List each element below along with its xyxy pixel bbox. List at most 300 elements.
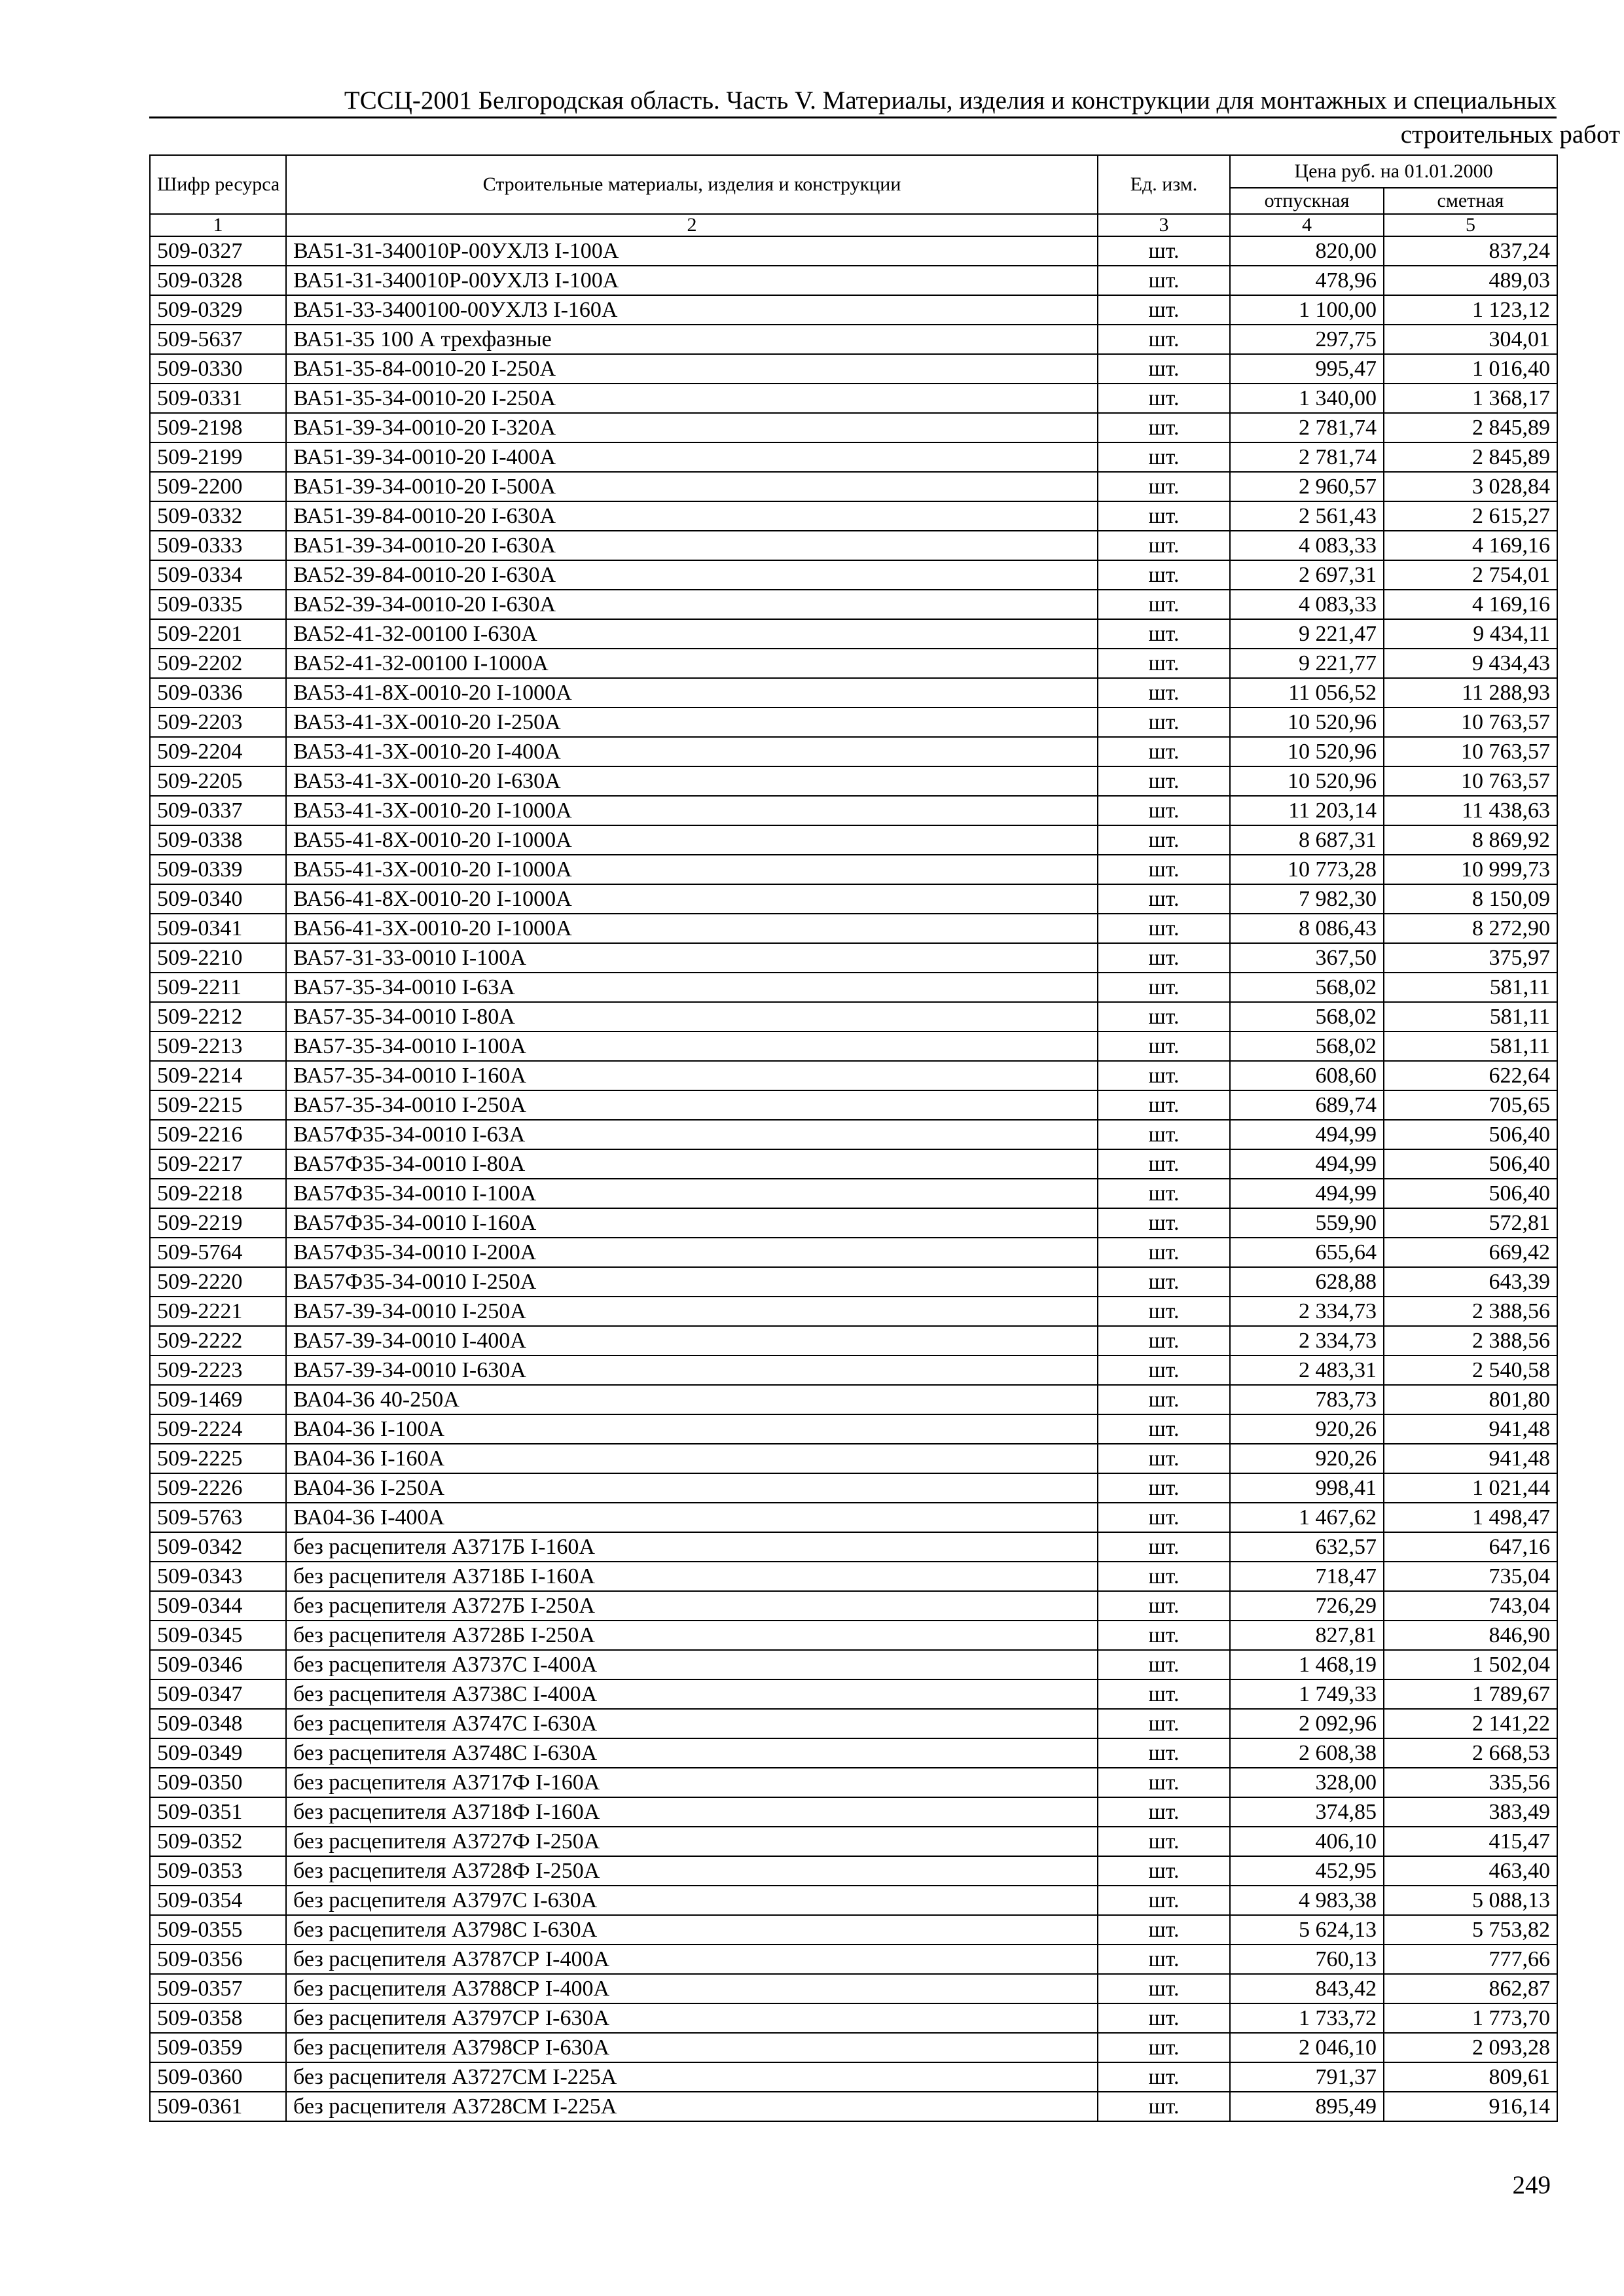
resource-code: 509-0337 <box>150 796 286 825</box>
table-row <box>150 1856 1557 1886</box>
resource-code: 509-0353 <box>150 1856 286 1886</box>
unit-of-measure: шт. <box>1098 295 1230 325</box>
estimate-price: 11 288,93 <box>1384 678 1557 708</box>
estimate-price: 2 754,01 <box>1384 560 1557 590</box>
resource-code: 509-0349 <box>150 1738 286 1768</box>
table-row <box>150 1444 1557 1473</box>
unit-of-measure: шт. <box>1098 2003 1230 2033</box>
release-price: 494,99 <box>1230 1149 1384 1179</box>
estimate-price: 941,48 <box>1384 1444 1557 1473</box>
material-name: без расцепителя А3718Б I-160А <box>286 1562 1098 1591</box>
table-row <box>150 1709 1557 1738</box>
unit-of-measure: шт. <box>1098 1503 1230 1532</box>
estimate-price: 489,03 <box>1384 266 1557 295</box>
resource-code: 509-0327 <box>150 236 286 266</box>
unit-of-measure: шт. <box>1098 1208 1230 1238</box>
estimate-price: 2 141,22 <box>1384 1709 1557 1738</box>
material-name: ВА04-36 I-250А <box>286 1473 1098 1503</box>
material-name: без расцепителя А3798СР I-630А <box>286 2033 1098 2062</box>
table-row <box>150 1061 1557 1090</box>
resource-code: 509-0329 <box>150 295 286 325</box>
table-row <box>150 2062 1557 2092</box>
release-price: 8 086,43 <box>1230 914 1384 943</box>
release-price: 9 221,77 <box>1230 649 1384 678</box>
release-price: 2 960,57 <box>1230 472 1384 501</box>
unit-of-measure: шт. <box>1098 2092 1230 2121</box>
table-row <box>150 708 1557 737</box>
resource-code: 509-0340 <box>150 884 286 914</box>
unit-of-measure: шт. <box>1098 1473 1230 1503</box>
estimate-price: 9 434,11 <box>1384 619 1557 649</box>
unit-of-measure: шт. <box>1098 1591 1230 1621</box>
estimate-price: 335,56 <box>1384 1768 1557 1797</box>
release-price: 297,75 <box>1230 325 1384 354</box>
estimate-price: 846,90 <box>1384 1621 1557 1650</box>
material-name: без расцепителя А3727СМ I-225А <box>286 2062 1098 2092</box>
release-price: 11 056,52 <box>1230 678 1384 708</box>
resource-code: 509-0332 <box>150 501 286 531</box>
estimate-price: 5 088,13 <box>1384 1886 1557 1915</box>
resource-code: 509-2224 <box>150 1414 286 1444</box>
release-price: 689,74 <box>1230 1090 1384 1120</box>
release-price: 920,26 <box>1230 1444 1384 1473</box>
unit-of-measure: шт. <box>1098 1974 1230 2003</box>
estimate-price: 669,42 <box>1384 1238 1557 1267</box>
unit-of-measure: шт. <box>1098 325 1230 354</box>
resource-code: 509-0345 <box>150 1621 286 1650</box>
estimate-price: 735,04 <box>1384 1562 1557 1591</box>
resource-code: 509-2226 <box>150 1473 286 1503</box>
table-row <box>150 2003 1557 2033</box>
material-name: без расцепителя А3738С I-400А <box>286 1679 1098 1709</box>
resource-code: 509-0358 <box>150 2003 286 2033</box>
resource-code: 509-2198 <box>150 413 286 442</box>
table-header <box>150 155 1557 236</box>
table-row <box>150 531 1557 560</box>
resource-code: 509-2201 <box>150 619 286 649</box>
table-row <box>150 1267 1557 1297</box>
estimate-price: 862,87 <box>1384 1974 1557 2003</box>
release-price: 2 781,74 <box>1230 442 1384 472</box>
unit-of-measure: шт. <box>1098 1267 1230 1297</box>
table-row <box>150 1297 1557 1326</box>
resource-code: 509-0356 <box>150 1945 286 1974</box>
material-name: без расцепителя А3728СМ I-225А <box>286 2092 1098 2121</box>
estimate-price: 2 388,56 <box>1384 1326 1557 1355</box>
estimate-price: 463,40 <box>1384 1856 1557 1886</box>
resource-code: 509-2211 <box>150 973 286 1002</box>
material-name: ВА57Ф35-34-0010 I-160А <box>286 1208 1098 1238</box>
release-price: 1 468,19 <box>1230 1650 1384 1679</box>
estimate-price: 415,47 <box>1384 1827 1557 1856</box>
release-price: 632,57 <box>1230 1532 1384 1562</box>
table-row <box>150 914 1557 943</box>
estimate-price: 8 869,92 <box>1384 825 1557 855</box>
release-price: 5 624,13 <box>1230 1915 1384 1945</box>
unit-of-measure: шт. <box>1098 678 1230 708</box>
table-row <box>150 2092 1557 2121</box>
header-price-release: отпускная <box>1230 188 1384 214</box>
material-name: ВА57Ф35-34-0010 I-100А <box>286 1179 1098 1208</box>
header-code: Шифр ресурса <box>150 155 286 214</box>
table-row <box>150 737 1557 766</box>
material-name: без расцепителя А3797С I-630А <box>286 1886 1098 1915</box>
release-price: 2 697,31 <box>1230 560 1384 590</box>
header-price-estimate: сметная <box>1384 188 1557 214</box>
release-price: 494,99 <box>1230 1179 1384 1208</box>
estimate-price: 916,14 <box>1384 2092 1557 2121</box>
resource-code: 509-0347 <box>150 1679 286 1709</box>
table-row <box>150 973 1557 1002</box>
resource-code: 509-2200 <box>150 472 286 501</box>
table-row <box>150 560 1557 590</box>
unit-of-measure: шт. <box>1098 1149 1230 1179</box>
release-price: 9 221,47 <box>1230 619 1384 649</box>
release-price: 478,96 <box>1230 266 1384 295</box>
column-number-row <box>150 214 1557 236</box>
unit-of-measure: шт. <box>1098 1385 1230 1414</box>
table-row <box>150 678 1557 708</box>
resource-code: 509-0361 <box>150 2092 286 2121</box>
release-price: 2 046,10 <box>1230 2033 1384 2062</box>
resource-code: 509-0341 <box>150 914 286 943</box>
release-price: 843,42 <box>1230 1974 1384 2003</box>
unit-of-measure: шт. <box>1098 943 1230 973</box>
resource-code: 509-2203 <box>150 708 286 737</box>
release-price: 568,02 <box>1230 973 1384 1002</box>
material-name: ВА53-41-3Х-0010-20 I-400А <box>286 737 1098 766</box>
table-row <box>150 1827 1557 1856</box>
unit-of-measure: шт. <box>1098 2062 1230 2092</box>
estimate-price: 2 540,58 <box>1384 1355 1557 1385</box>
column-number: 3 <box>1098 214 1230 236</box>
release-price: 568,02 <box>1230 1031 1384 1061</box>
unit-of-measure: шт. <box>1098 1797 1230 1827</box>
material-name: ВА57Ф35-34-0010 I-200А <box>286 1238 1098 1267</box>
estimate-price: 4 169,16 <box>1384 531 1557 560</box>
table-row <box>150 501 1557 531</box>
table-row <box>150 1650 1557 1679</box>
resource-code: 509-2217 <box>150 1149 286 1179</box>
resource-code: 509-5637 <box>150 325 286 354</box>
table-row <box>150 1591 1557 1621</box>
estimate-price: 837,24 <box>1384 236 1557 266</box>
material-name: ВА51-39-34-0010-20 I-500А <box>286 472 1098 501</box>
column-number: 4 <box>1230 214 1384 236</box>
table-row <box>150 295 1557 325</box>
release-price: 995,47 <box>1230 354 1384 384</box>
material-name: ВА51-35 100 А трехфазные <box>286 325 1098 354</box>
resource-code: 509-0355 <box>150 1915 286 1945</box>
release-price: 820,00 <box>1230 236 1384 266</box>
estimate-price: 1 789,67 <box>1384 1679 1557 1709</box>
release-price: 2 334,73 <box>1230 1326 1384 1355</box>
material-name: без расцепителя А3787СР I-400А <box>286 1945 1098 1974</box>
estimate-price: 643,39 <box>1384 1267 1557 1297</box>
estimate-price: 2 093,28 <box>1384 2033 1557 2062</box>
unit-of-measure: шт. <box>1098 384 1230 413</box>
release-price: 783,73 <box>1230 1385 1384 1414</box>
release-price: 2 483,31 <box>1230 1355 1384 1385</box>
table-row <box>150 1679 1557 1709</box>
material-name: ВА52-39-84-0010-20 I-630А <box>286 560 1098 590</box>
resource-code: 509-0336 <box>150 678 286 708</box>
release-price: 7 982,30 <box>1230 884 1384 914</box>
resource-code: 509-0335 <box>150 590 286 619</box>
table-row <box>150 1797 1557 1827</box>
material-name: без расцепителя А3728Ф I-250А <box>286 1856 1098 1886</box>
resource-code: 509-2210 <box>150 943 286 973</box>
release-price: 791,37 <box>1230 2062 1384 2092</box>
table-row <box>150 590 1557 619</box>
release-price: 895,49 <box>1230 2092 1384 2121</box>
table-row <box>150 1738 1557 1768</box>
unit-of-measure: шт. <box>1098 766 1230 796</box>
estimate-price: 2 668,53 <box>1384 1738 1557 1768</box>
unit-of-measure: шт. <box>1098 1444 1230 1473</box>
table-row <box>150 766 1557 796</box>
resource-code: 509-2221 <box>150 1297 286 1326</box>
column-number: 5 <box>1384 214 1557 236</box>
material-name: ВА55-41-3Х-0010-20 I-1000А <box>286 855 1098 884</box>
material-name: ВА51-39-34-0010-20 I-400А <box>286 442 1098 472</box>
unit-of-measure: шт. <box>1098 1002 1230 1031</box>
release-price: 10 773,28 <box>1230 855 1384 884</box>
resource-code: 509-0352 <box>150 1827 286 1856</box>
material-name: ВА04-36 I-160А <box>286 1444 1098 1473</box>
estimate-price: 375,97 <box>1384 943 1557 973</box>
estimate-price: 3 028,84 <box>1384 472 1557 501</box>
table-row <box>150 472 1557 501</box>
table-row <box>150 1768 1557 1797</box>
release-price: 367,50 <box>1230 943 1384 973</box>
material-name: ВА57-35-34-0010 I-63А <box>286 973 1098 1002</box>
resource-code: 509-0330 <box>150 354 286 384</box>
estimate-price: 1 021,44 <box>1384 1473 1557 1503</box>
material-name: без расцепителя А3728Б I-250А <box>286 1621 1098 1650</box>
release-price: 1 467,62 <box>1230 1503 1384 1532</box>
resource-code: 509-0343 <box>150 1562 286 1591</box>
resource-code: 509-0348 <box>150 1709 286 1738</box>
material-name: ВА52-39-34-0010-20 I-630А <box>286 590 1098 619</box>
material-name: без расцепителя А3717Ф I-160А <box>286 1768 1098 1797</box>
resource-code: 509-0342 <box>150 1532 286 1562</box>
table-row <box>150 236 1557 266</box>
release-price: 8 687,31 <box>1230 825 1384 855</box>
release-price: 1 749,33 <box>1230 1679 1384 1709</box>
estimate-price: 743,04 <box>1384 1591 1557 1621</box>
estimate-price: 506,40 <box>1384 1149 1557 1179</box>
resource-code: 509-2214 <box>150 1061 286 1090</box>
unit-of-measure: шт. <box>1098 1355 1230 1385</box>
release-price: 2 561,43 <box>1230 501 1384 531</box>
unit-of-measure: шт. <box>1098 1532 1230 1562</box>
resource-code: 509-2216 <box>150 1120 286 1149</box>
unit-of-measure: шт. <box>1098 1650 1230 1679</box>
release-price: 760,13 <box>1230 1945 1384 1974</box>
release-price: 1 100,00 <box>1230 295 1384 325</box>
table-row <box>150 1179 1557 1208</box>
release-price: 10 520,96 <box>1230 737 1384 766</box>
release-price: 4 083,33 <box>1230 531 1384 560</box>
material-name: ВА52-41-32-00100 I-1000А <box>286 649 1098 678</box>
unit-of-measure: шт. <box>1098 501 1230 531</box>
estimate-price: 2 615,27 <box>1384 501 1557 531</box>
unit-of-measure: шт. <box>1098 236 1230 266</box>
estimate-price: 941,48 <box>1384 1414 1557 1444</box>
estimate-price: 11 438,63 <box>1384 796 1557 825</box>
unit-of-measure: шт. <box>1098 1297 1230 1326</box>
page-number: 249 <box>1512 2171 1551 2199</box>
unit-of-measure: шт. <box>1098 914 1230 943</box>
release-price: 998,41 <box>1230 1473 1384 1503</box>
release-price: 374,85 <box>1230 1797 1384 1827</box>
release-price: 1 733,72 <box>1230 2003 1384 2033</box>
estimate-price: 4 169,16 <box>1384 590 1557 619</box>
estimate-price: 705,65 <box>1384 1090 1557 1120</box>
material-name: без расцепителя А3747С I-630А <box>286 1709 1098 1738</box>
resource-code: 509-0360 <box>150 2062 286 2092</box>
table-row <box>150 1915 1557 1945</box>
table-body <box>150 236 1557 2121</box>
resource-code: 509-5764 <box>150 1238 286 1267</box>
release-price: 11 203,14 <box>1230 796 1384 825</box>
resource-code: 509-2204 <box>150 737 286 766</box>
material-name: ВА57-35-34-0010 I-250А <box>286 1090 1098 1120</box>
column-number: 1 <box>150 214 286 236</box>
table-row <box>150 384 1557 413</box>
material-name: без расцепителя А3717Б I-160А <box>286 1532 1098 1562</box>
table-row <box>150 1031 1557 1061</box>
header-subtitle: строительных работ <box>1400 120 1620 149</box>
resource-code: 509-0333 <box>150 531 286 560</box>
resource-code: 509-2205 <box>150 766 286 796</box>
estimate-price: 1 368,17 <box>1384 384 1557 413</box>
table-row <box>150 2033 1557 2062</box>
estimate-price: 647,16 <box>1384 1532 1557 1562</box>
material-name: ВА51-31-340010Р-00УХЛ3 I-100А <box>286 236 1098 266</box>
table-row <box>150 619 1557 649</box>
material-name: ВА57-35-34-0010 I-160А <box>286 1061 1098 1090</box>
estimate-price: 801,80 <box>1384 1385 1557 1414</box>
resource-code: 509-1469 <box>150 1385 286 1414</box>
table-row <box>150 1149 1557 1179</box>
table-row <box>150 1473 1557 1503</box>
unit-of-measure: шт. <box>1098 1414 1230 1444</box>
unit-of-measure: шт. <box>1098 708 1230 737</box>
unit-of-measure: шт. <box>1098 442 1230 472</box>
material-name: без расцепителя А3727Б I-250А <box>286 1591 1098 1621</box>
material-name: ВА51-35-34-0010-20 I-250А <box>286 384 1098 413</box>
estimate-price: 572,81 <box>1384 1208 1557 1238</box>
resource-code: 509-2223 <box>150 1355 286 1385</box>
material-name: ВА51-31-340010Р-00УХЛ3 I-100А <box>286 266 1098 295</box>
material-name: без расцепителя А3797СР I-630А <box>286 2003 1098 2033</box>
resource-code: 509-2202 <box>150 649 286 678</box>
release-price: 726,29 <box>1230 1591 1384 1621</box>
table-row <box>150 1208 1557 1238</box>
estimate-price: 8 150,09 <box>1384 884 1557 914</box>
unit-of-measure: шт. <box>1098 649 1230 678</box>
estimate-price: 506,40 <box>1384 1120 1557 1149</box>
release-price: 494,99 <box>1230 1120 1384 1149</box>
resource-code: 509-0354 <box>150 1886 286 1915</box>
material-name: ВА04-36 40-250А <box>286 1385 1098 1414</box>
release-price: 2 334,73 <box>1230 1297 1384 1326</box>
resource-code: 509-0339 <box>150 855 286 884</box>
price-table <box>149 154 1558 2122</box>
material-name: ВА51-39-84-0010-20 I-630А <box>286 501 1098 531</box>
unit-of-measure: шт. <box>1098 590 1230 619</box>
material-name: ВА53-41-3Х-0010-20 I-630А <box>286 766 1098 796</box>
material-name: ВА57Ф35-34-0010 I-80А <box>286 1149 1098 1179</box>
resource-code: 509-5763 <box>150 1503 286 1532</box>
unit-of-measure: шт. <box>1098 1621 1230 1650</box>
release-price: 2 608,38 <box>1230 1738 1384 1768</box>
header-title: ТССЦ-2001 Белгородская область. Часть V. Материалы, изделия и конструкции для монтажных и специальных <box>344 86 1557 115</box>
unit-of-measure: шт. <box>1098 1326 1230 1355</box>
release-price: 2 092,96 <box>1230 1709 1384 1738</box>
resource-code: 509-0344 <box>150 1591 286 1621</box>
resource-code: 509-0350 <box>150 1768 286 1797</box>
table-row <box>150 1945 1557 1974</box>
release-price: 1 340,00 <box>1230 384 1384 413</box>
material-name: ВА53-41-3Х-0010-20 I-250А <box>286 708 1098 737</box>
column-number: 2 <box>286 214 1098 236</box>
estimate-price: 506,40 <box>1384 1179 1557 1208</box>
unit-of-measure: шт. <box>1098 1562 1230 1591</box>
resource-code: 509-0357 <box>150 1974 286 2003</box>
estimate-price: 1 773,70 <box>1384 2003 1557 2033</box>
table-row <box>150 884 1557 914</box>
estimate-price: 1 123,12 <box>1384 295 1557 325</box>
unit-of-measure: шт. <box>1098 1915 1230 1945</box>
release-price: 568,02 <box>1230 1002 1384 1031</box>
unit-of-measure: шт. <box>1098 884 1230 914</box>
estimate-price: 10 763,57 <box>1384 737 1557 766</box>
unit-of-measure: шт. <box>1098 1856 1230 1886</box>
unit-of-measure: шт. <box>1098 973 1230 1002</box>
estimate-price: 1 502,04 <box>1384 1650 1557 1679</box>
unit-of-measure: шт. <box>1098 413 1230 442</box>
release-price: 4 083,33 <box>1230 590 1384 619</box>
resource-code: 509-0331 <box>150 384 286 413</box>
unit-of-measure: шт. <box>1098 1768 1230 1797</box>
unit-of-measure: шт. <box>1098 1945 1230 1974</box>
resource-code: 509-2219 <box>150 1208 286 1238</box>
unit-of-measure: шт. <box>1098 1827 1230 1856</box>
table-row <box>150 855 1557 884</box>
estimate-price: 2 845,89 <box>1384 442 1557 472</box>
release-price: 406,10 <box>1230 1827 1384 1856</box>
resource-code: 509-2225 <box>150 1444 286 1473</box>
unit-of-measure: шт. <box>1098 855 1230 884</box>
table-row <box>150 796 1557 825</box>
release-price: 827,81 <box>1230 1621 1384 1650</box>
estimate-price: 2 388,56 <box>1384 1297 1557 1326</box>
unit-of-measure: шт. <box>1098 1679 1230 1709</box>
resource-code: 509-2222 <box>150 1326 286 1355</box>
release-price: 608,60 <box>1230 1061 1384 1090</box>
estimate-price: 8 272,90 <box>1384 914 1557 943</box>
header-name: Строительные материалы, изделия и конструкции <box>286 155 1098 214</box>
estimate-price: 1 498,47 <box>1384 1503 1557 1532</box>
material-name: ВА57-35-34-0010 I-80А <box>286 1002 1098 1031</box>
estimate-price: 10 763,57 <box>1384 708 1557 737</box>
material-name: ВА56-41-8Х-0010-20 I-1000А <box>286 884 1098 914</box>
table-row <box>150 649 1557 678</box>
material-name: ВА57Ф35-34-0010 I-63А <box>286 1120 1098 1149</box>
